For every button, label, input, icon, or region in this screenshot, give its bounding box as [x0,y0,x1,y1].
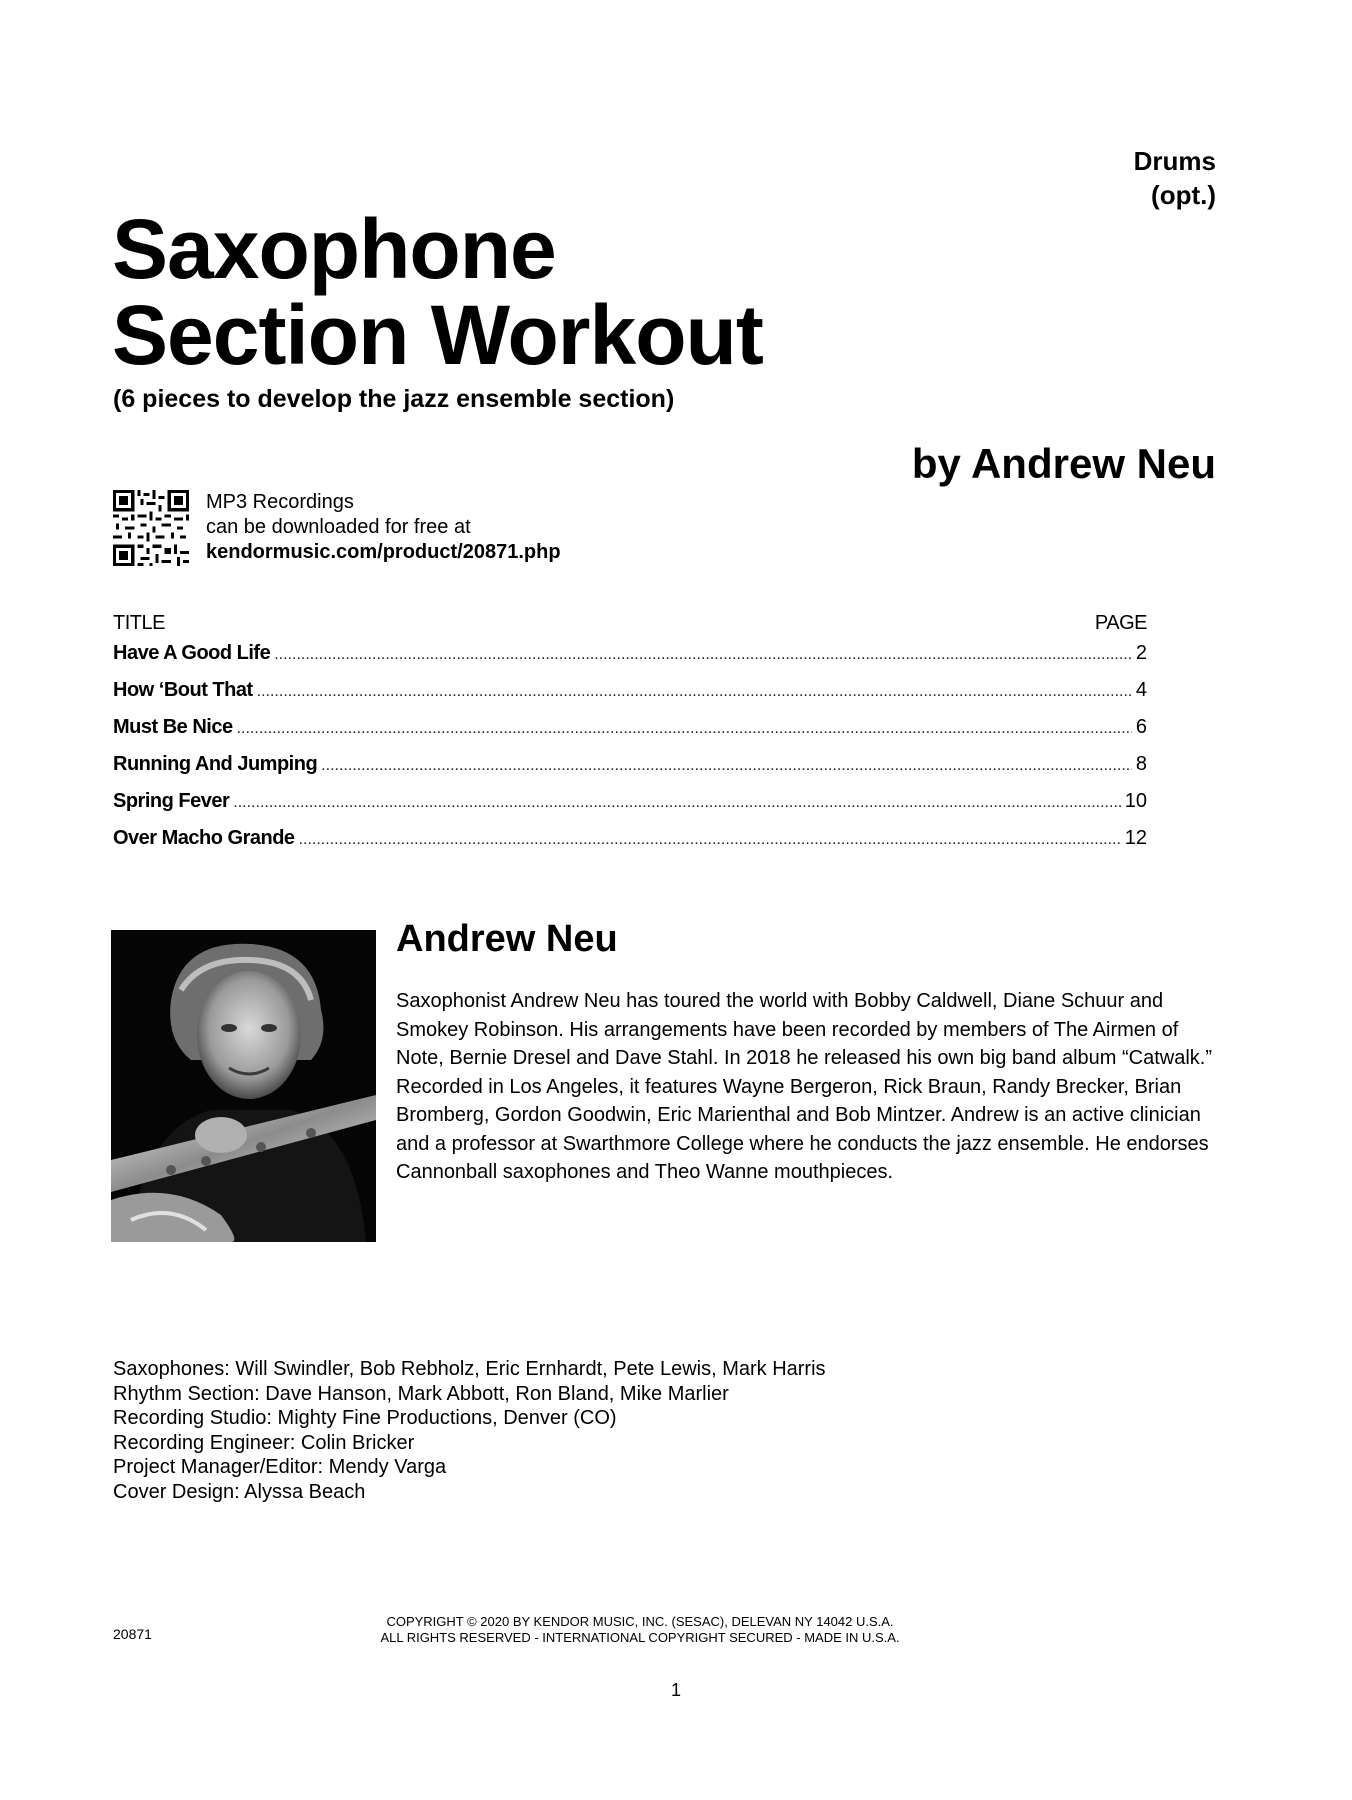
credit-line: Rhythm Section: Dave Hanson, Mark Abbott, Ron Bland, Mike Marlier [113,1382,729,1405]
toc-title-header: TITLE [113,612,165,634]
toc-entry-page: 6 [1135,716,1147,738]
toc-leader-dots [299,831,1121,849]
download-link[interactable]: kendormusic.com/product/20871.php [206,541,561,563]
title-line-1: Saxophone [112,202,556,296]
copyright-notice [360,1614,920,1646]
title-line-2: Section Workout [112,288,763,382]
table-of-contents [113,612,1147,864]
toc-entry-page: 2 [1135,642,1147,664]
credits-list [113,1357,826,1504]
portrait-photo [111,930,376,1242]
copyright-line-2: ALL RIGHTS RESERVED - INTERNATIONAL COPYRIGHT SECURED - MADE IN U.S.A. [380,1630,900,1645]
toc-entry-title: Must Be Nice [113,716,233,738]
page-subtitle: (6 pieces to develop the jazz ensemble section) [113,385,675,413]
credit-line: Cover Design: Alyssa Beach [113,1480,366,1503]
toc-leader-dots [237,720,1132,738]
toc-row[interactable] [113,642,1147,679]
mp3-line-1: MP3 Recordings [206,491,354,513]
mp3-download-notice [206,490,561,565]
toc-entry-page: 10 [1124,790,1147,812]
toc-entry-title: Over Macho Grande [113,827,295,849]
toc-leader-dots [257,683,1132,701]
toc-entry-page: 12 [1124,827,1147,849]
toc-row[interactable] [113,716,1147,753]
credit-line: Project Manager/Editor: Mendy Varga [113,1456,447,1478]
toc-leader-dots [321,757,1132,775]
bio-paragraph: Saxophonist Andrew Neu has toured the world with Bobby Caldwell, Diane Schuur and Smokey Robinson. His arrangements have been recorded by members of The Airmen of Note, Bernie Dresel and Dave Stahl. In 2018 he released his own big band album “Catwalk.” Recorded in Los Angeles, it features Wayne Bergeron, Rick Braun, Randy Brecker, Brian Bromberg, Gordon Goodwin, Eric Marienthal and Bob Mintzer. Andrew is an active clinician and a professor at Swarthmore College where he conducts the jazz ensemble. He endorses Cannonball saxophones and Theo Wanne mouthpieces. [396,990,1213,1183]
instrument-label [1134,144,1216,212]
toc-header [113,612,1147,642]
qr-code-icon[interactable] [113,490,189,566]
toc-row[interactable] [113,827,1147,864]
catalog-number: 20871 [113,1626,152,1642]
toc-entry-title: Spring Fever [113,790,230,812]
bio-heading: Andrew Neu [396,918,618,960]
toc-entry-page: 8 [1135,753,1147,775]
instrument-optional: (opt.) [1151,180,1216,210]
toc-leader-dots [274,646,1132,664]
credit-line: Recording Engineer: Colin Bricker [113,1431,415,1454]
toc-entry-title: Running And Jumping [113,753,318,775]
toc-row[interactable] [113,753,1147,790]
toc-row[interactable] [113,790,1147,827]
credit-line: Recording Studio: Mighty Fine Productions, Denver (CO) [113,1407,617,1429]
page-title [112,202,763,382]
page-number: 1 [670,1680,681,1700]
toc-entry-title: Have A Good Life [113,642,271,664]
toc-page-header: PAGE [1094,612,1147,634]
author-byline: by Andrew Neu [911,440,1216,487]
credit-line: Saxophones: Will Swindler, Bob Rebholz, Eric Ernhardt, Pete Lewis, Mark Harris [113,1358,826,1380]
toc-entry-title: How ‘Bout That [113,679,253,701]
copyright-line-1: COPYRIGHT © 2020 BY KENDOR MUSIC, INC. (SESAC), DELEVAN NY 14042 U.S.A. [386,1614,894,1629]
instrument-name: Drums [1133,146,1216,176]
toc-row[interactable] [113,679,1147,716]
toc-leader-dots [233,794,1120,812]
toc-entry-page: 4 [1135,679,1147,701]
mp3-line-2: can be downloaded for free at [206,516,471,538]
